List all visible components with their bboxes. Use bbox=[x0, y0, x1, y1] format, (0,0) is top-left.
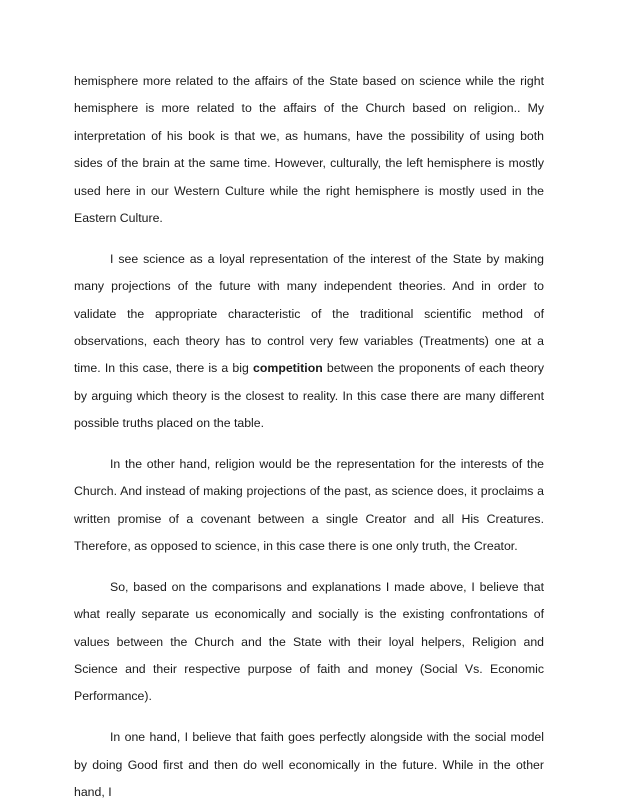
paragraph-science-text-end: between the proponents of each theory by arguing which theory is the closest to reality. In this case there are many different possible truths placed on the table. bbox=[74, 361, 545, 431]
paragraph-science bbox=[74, 246, 544, 438]
paragraph-religion bbox=[74, 451, 544, 561]
paragraph-comparison-text: So, based on the comparisons and explanations I made above, I believe that what really separate us economically and socially is the existing confrontations of values between the Church and the State with their loyal helpers, Religion and Science and their respective purpose of faith and money (Social Vs. Economic Performance). bbox=[74, 579, 544, 704]
paragraph-comparison bbox=[74, 574, 544, 711]
document-body bbox=[74, 68, 544, 800]
paragraph-religion-text: In the other hand, religion would be the representation for the interests of the Church. And instead of making projections of the past, as science does, it proclaims a written promise of a covenant between a single Creator and all His Creatures. Therefore, as opposed to science, in this case there is one only truth, the Creator. bbox=[74, 456, 544, 554]
paragraph-faith bbox=[74, 724, 544, 800]
emphasized-word-competition: competition bbox=[253, 361, 323, 376]
paragraph-hemispheres bbox=[74, 68, 544, 232]
paragraph-faith-text: In one hand, I believe that faith goes perfectly alongside with the social model by doing Good first and then do well economically in the future. While in the other hand, I bbox=[74, 730, 544, 799]
paragraph-hemispheres-text: hemisphere more related to the affairs of the State based on science while the right hemisphere is more related to the affairs of the Church based on religion.. My interpretation of his book is that we, as humans, have the possibility of using both sides of the brain at the same time. However, culturally, the left hemisphere is mostly used here in our Western Culture while the right hemisphere is mostly used in the Eastern Culture. bbox=[74, 74, 544, 226]
paragraph-science-text-start: I see science as a loyal representation of the interest of the State by making many projections of the future with many independent theories. And in order to validate the appropriate characteristic of the traditional scientific method of observations, each theory has to control very few variables (Treatments) one at a time. In this case, there is a big bbox=[74, 251, 544, 376]
